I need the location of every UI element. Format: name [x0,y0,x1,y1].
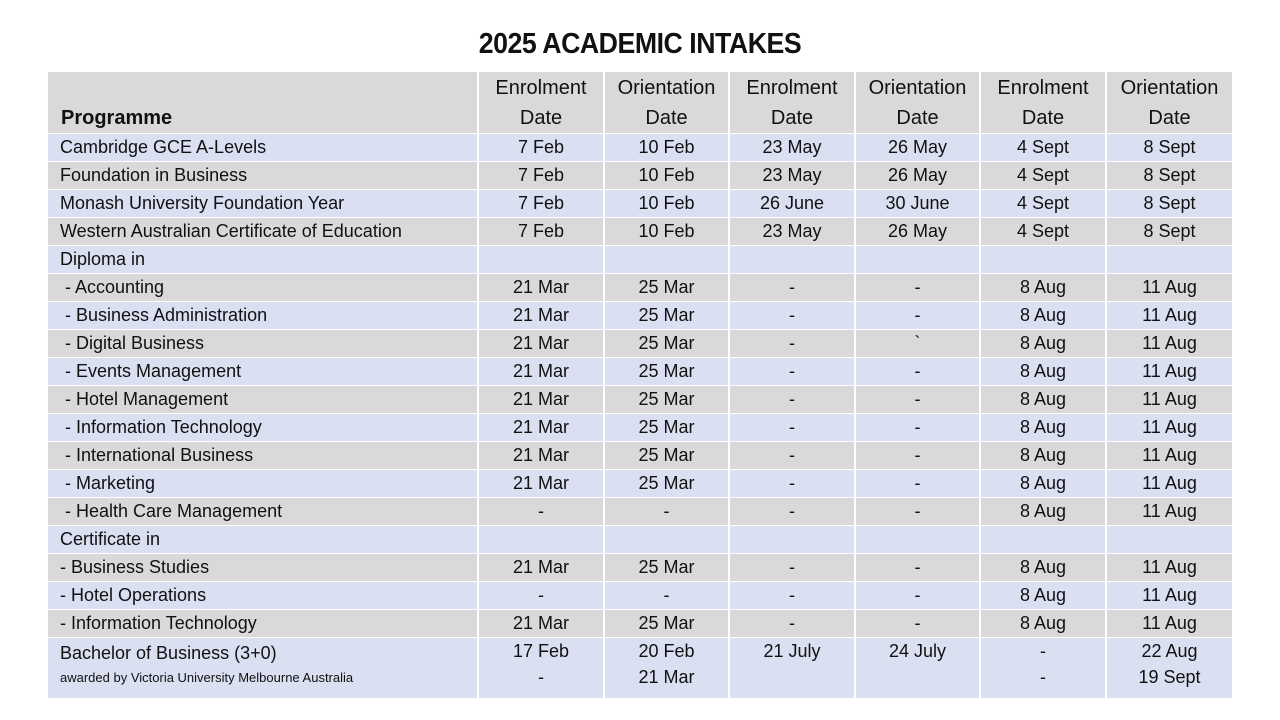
programme-cell: - International Business [48,442,479,470]
date-cell: 8 Sept [1107,134,1232,162]
date-cell: 26 June [730,190,856,218]
date-cell: 8 Aug [981,554,1107,582]
date-cell: 11 Aug [1107,442,1232,470]
column-header [981,72,1107,134]
date-cell: - [856,498,981,526]
date-cell: - [730,470,856,498]
column-header-line2: Date [1148,106,1191,129]
date-value [730,664,854,690]
date-cell: - [856,274,981,302]
column-header-line1: Enrolment [746,76,838,99]
programme-cell: - Digital Business [48,330,479,358]
table-row [48,218,1232,246]
date-cell [730,246,856,274]
date-cell: - [730,330,856,358]
date-cell: - [856,358,981,386]
date-cell: 10 Feb [605,190,730,218]
date-cell [1107,638,1232,699]
date-cell: - [856,302,981,330]
date-cell: 25 Mar [605,330,730,358]
column-header-line1: Enrolment [495,76,587,99]
date-cell [856,246,981,274]
date-cell: 7 Feb [479,134,605,162]
date-cell: 11 Aug [1107,414,1232,442]
date-cell: 10 Feb [605,134,730,162]
date-cell: 21 Mar [479,302,605,330]
date-cell: 8 Aug [981,302,1107,330]
table-row [48,470,1232,498]
date-value: - [1040,641,1046,661]
programme-cell: Western Australian Certificate of Education [48,218,479,246]
table-row [48,190,1232,218]
header-row [48,72,1232,134]
date-cell: 21 Mar [479,442,605,470]
date-cell: 21 Mar [479,554,605,582]
programme-cell: - Information Technology [48,414,479,442]
date-value [856,664,979,690]
date-cell: ` [856,330,981,358]
column-header [1107,72,1232,134]
table-row [48,638,1232,699]
date-cell: 4 Sept [981,190,1107,218]
date-cell: 10 Feb [605,162,730,190]
date-cell [479,246,605,274]
date-cell: - [856,386,981,414]
date-cell: 23 May [730,134,856,162]
column-header-line2: Date [896,106,939,129]
programme-cell: - Business Administration [48,302,479,330]
column-header-line1: Orientation [868,76,967,99]
date-cell: 8 Aug [981,582,1107,610]
date-cell: - [730,610,856,638]
date-cell: 26 May [856,134,981,162]
date-cell: - [730,442,856,470]
column-header-line2: Date [770,106,814,129]
date-value: 24 July [888,641,947,661]
date-cell: 8 Sept [1107,218,1232,246]
date-cell: 8 Aug [981,386,1107,414]
programme-cell: Certificate in [48,526,479,554]
table-row [48,330,1232,358]
date-cell: 11 Aug [1107,554,1232,582]
date-cell: 4 Sept [981,218,1107,246]
date-cell: - [479,582,605,610]
date-cell [605,246,730,274]
date-cell: 8 Aug [981,442,1107,470]
table-row [48,302,1232,330]
programme-cell: - Health Care Management [48,498,479,526]
programme-name: Bachelor of Business (3+0) [60,643,277,663]
date-cell [1107,526,1232,554]
date-cell: 8 Aug [981,498,1107,526]
table-row [48,162,1232,190]
date-cell: 4 Sept [981,134,1107,162]
date-cell [981,526,1107,554]
date-cell: - [730,386,856,414]
date-cell: - [856,582,981,610]
date-cell: 26 May [856,162,981,190]
date-cell: 11 Aug [1107,358,1232,386]
date-cell: 21 Mar [479,470,605,498]
date-cell: 21 Mar [479,414,605,442]
date-cell: 26 May [856,218,981,246]
date-cell: 25 Mar [605,470,730,498]
column-header [856,72,981,134]
column-header [730,72,856,134]
date-cell: - [730,554,856,582]
date-cell: 7 Feb [479,162,605,190]
date-cell: 25 Mar [605,414,730,442]
date-cell: 25 Mar [605,386,730,414]
programme-subtitle: awarded by Victoria University Melbourne Australia [60,670,354,685]
date-cell: 25 Mar [605,610,730,638]
date-cell: 8 Aug [981,470,1107,498]
column-header-line1: Enrolment [997,76,1089,99]
date-cell: 11 Aug [1107,274,1232,302]
date-cell: 4 Sept [981,162,1107,190]
date-cell: 8 Aug [981,274,1107,302]
date-cell: 21 Mar [479,610,605,638]
date-cell: 21 Mar [479,358,605,386]
date-cell: - [856,610,981,638]
programme-cell: Foundation in Business [48,162,479,190]
date-value: 20 Feb [638,641,695,661]
programme-cell: - Marketing [48,470,479,498]
column-header [605,72,730,134]
date-cell: 11 Aug [1107,386,1232,414]
column-header [479,72,605,134]
date-cell: 25 Mar [605,274,730,302]
date-cell: - [730,274,856,302]
table-row [48,554,1232,582]
programme-cell: - Events Management [48,358,479,386]
table-row [48,610,1232,638]
date-cell: - [605,498,730,526]
date-cell: - [479,498,605,526]
date-cell: - [605,582,730,610]
date-cell: 8 Aug [981,358,1107,386]
date-cell: 7 Feb [479,218,605,246]
date-value: 21 July [763,641,821,661]
date-value: 21 Mar [638,667,695,687]
date-cell: 11 Aug [1107,330,1232,358]
date-cell [856,526,981,554]
date-cell: 11 Aug [1107,610,1232,638]
date-cell [981,246,1107,274]
date-cell: 23 May [730,218,856,246]
date-cell [730,526,856,554]
programme-cell: - Hotel Operations [48,582,479,610]
date-cell [479,638,605,699]
programme-cell [48,638,479,699]
date-cell: 21 Mar [479,330,605,358]
table-row [48,498,1232,526]
programme-cell: Monash University Foundation Year [48,190,479,218]
date-value: 22 Aug [1141,641,1198,661]
programme-cell: - Information Technology [48,610,479,638]
date-cell: 25 Mar [605,442,730,470]
date-cell: - [856,414,981,442]
date-cell: 11 Aug [1107,582,1232,610]
date-value: - [538,667,544,687]
date-cell [981,638,1107,699]
date-cell: - [730,302,856,330]
date-cell: 25 Mar [605,554,730,582]
column-header-line1: Orientation [1120,76,1219,99]
table-row [48,414,1232,442]
programme-cell: - Accounting [48,274,479,302]
date-cell: - [730,358,856,386]
table-row [48,526,1232,554]
table-row [48,582,1232,610]
table-row [48,274,1232,302]
date-cell [605,526,730,554]
date-value: - [1040,667,1046,687]
column-header-line1: Orientation [617,76,716,99]
date-cell [730,638,856,699]
date-cell: - [856,554,981,582]
date-cell [1107,246,1232,274]
date-cell: 25 Mar [605,302,730,330]
date-cell: 30 June [856,190,981,218]
date-cell: 11 Aug [1107,498,1232,526]
table-row [48,134,1232,162]
date-cell: 8 Aug [981,330,1107,358]
programme-cell: - Hotel Management [48,386,479,414]
date-cell: 21 Mar [479,386,605,414]
programme-header: Programme [48,72,479,134]
date-cell: 10 Feb [605,218,730,246]
programme-cell: - Business Studies [48,554,479,582]
date-cell: 25 Mar [605,358,730,386]
table-row [48,386,1232,414]
date-cell: - [730,498,856,526]
column-header-line2: Date [645,106,688,129]
date-cell: 11 Aug [1107,470,1232,498]
date-cell: 8 Sept [1107,190,1232,218]
intakes-table [48,72,1232,699]
table-row [48,442,1232,470]
programme-cell: Cambridge GCE A-Levels [48,134,479,162]
date-cell: 8 Sept [1107,162,1232,190]
date-cell [605,638,730,699]
date-cell: 8 Aug [981,610,1107,638]
date-cell: - [856,470,981,498]
date-cell: 11 Aug [1107,302,1232,330]
date-cell: - [730,582,856,610]
column-header-line2: Date [519,106,563,129]
date-cell: - [856,442,981,470]
programme-cell: Diploma in [48,246,479,274]
date-cell: 7 Feb [479,190,605,218]
date-cell: 8 Aug [981,414,1107,442]
date-value: 19 Sept [1138,667,1201,687]
date-value: 17 Feb [512,641,570,661]
date-cell [856,638,981,699]
column-header-line2: Date [1021,106,1065,129]
table-row [48,246,1232,274]
date-cell: 23 May [730,162,856,190]
page-title: 2025 ACADEMIC INTAKES [478,28,802,60]
table-row [48,358,1232,386]
date-cell [479,526,605,554]
date-cell: 21 Mar [479,274,605,302]
date-cell: - [730,414,856,442]
